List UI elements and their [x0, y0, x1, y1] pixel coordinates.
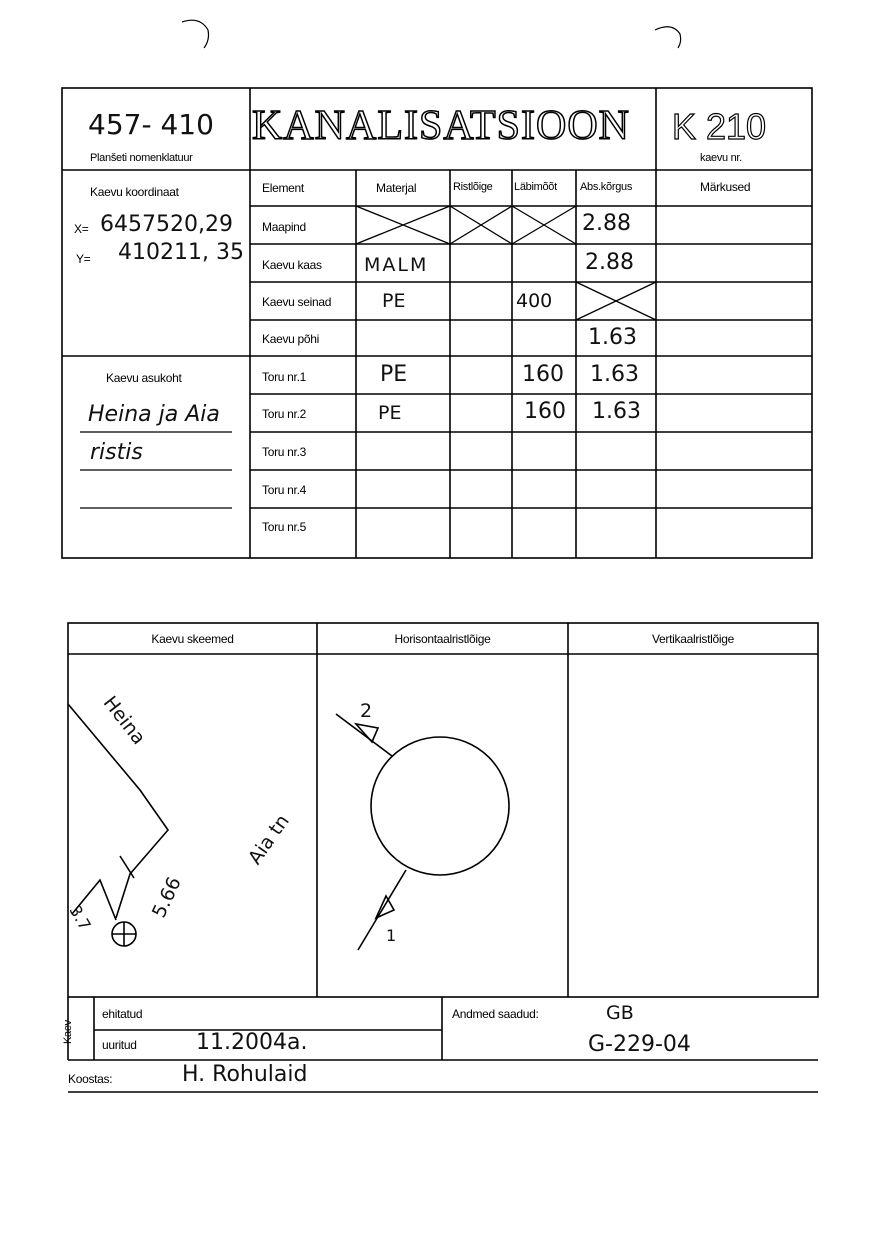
row-label-pipe1: Toru nr.1	[262, 370, 306, 384]
location-line2: ristis	[90, 440, 143, 465]
header-well-schemes: Kaevu skeemed	[151, 632, 234, 646]
lid-elevation: 2.88	[585, 250, 634, 275]
row-label-walls: Kaevu seinad	[262, 295, 332, 309]
pipe2-material: PE	[378, 402, 402, 424]
pipe2-elevation: 1.63	[592, 399, 641, 424]
col-header-diameter: Läbimõõt	[514, 181, 557, 193]
compiled-value: H. Rohulaid	[182, 1062, 308, 1087]
pipe1-elevation: 1.63	[590, 362, 639, 387]
pipe-label-in: 2	[360, 700, 373, 722]
ground-elevation: 2.88	[582, 211, 631, 236]
pipe2-diameter: 160	[524, 399, 566, 424]
dimension-37: 3.7	[65, 902, 95, 934]
walls-material: PE	[382, 290, 406, 312]
walls-diameter: 400	[516, 290, 553, 312]
row-label-lid: Kaevu kaas	[262, 258, 322, 272]
dimension-566: 5.66	[148, 873, 186, 922]
street-label-aia: Aia tn	[244, 810, 294, 869]
built-label: ehitatud	[102, 1007, 143, 1021]
header-horizontal-section: Horisontaalristlõige	[394, 632, 491, 646]
nomenclature-value: 457- 410	[88, 108, 214, 141]
coordinates-label: Kaevu koordinaat	[90, 185, 179, 199]
nomenclature-label: Planšeti nomenklatuur	[90, 152, 193, 164]
surveyed-value: 11.2004a.	[196, 1030, 308, 1055]
footer-side-label: Kaev	[62, 1020, 74, 1044]
row-label-pipe2: Toru nr.2	[262, 407, 306, 421]
header-vertical-section: Vertikaalristlõige	[652, 632, 734, 646]
bottom-elevation: 1.63	[588, 325, 637, 350]
well-number-value: K 210	[672, 106, 767, 147]
well-number-label: kaevu nr.	[700, 152, 742, 164]
col-header-element: Element	[262, 181, 304, 195]
location-label: Kaevu asukoht	[106, 371, 182, 385]
pipe1-material: PE	[380, 362, 408, 387]
pipe-label-out: 1	[386, 926, 397, 945]
row-label-bottom: Kaevu põhi	[262, 332, 320, 346]
col-header-notes: Märkused	[700, 180, 751, 194]
x-coordinate-value: 6457520,29	[100, 212, 233, 237]
lid-material: MALM	[364, 254, 429, 276]
col-header-elevation: Abs.kõrgus	[580, 181, 633, 193]
data-received-label: Andmed saadud:	[452, 1007, 539, 1021]
col-header-section: Ristlõige	[453, 181, 493, 193]
y-coordinate-value: 410211, 35	[118, 240, 244, 265]
pipe1-diameter: 160	[522, 362, 564, 387]
form-title: KANALISATSIOON	[252, 103, 630, 149]
col-header-material: Materjal	[376, 181, 417, 195]
compiled-label: Koostas:	[68, 1072, 113, 1086]
row-label-pipe5: Toru nr.5	[262, 520, 306, 534]
location-line1: Heina ja Aia	[88, 402, 220, 427]
row-label-pipe4: Toru nr.4	[262, 483, 306, 497]
data-received-value2: G-229-04	[588, 1032, 691, 1057]
row-label-ground: Maapind	[262, 220, 306, 234]
data-received-value1: GB	[606, 1002, 634, 1024]
surveyed-label: uuritud	[102, 1038, 137, 1052]
x-prefix: X=	[74, 222, 89, 236]
street-label-heina: Heina	[98, 692, 150, 749]
y-prefix: Y=	[76, 252, 91, 266]
row-label-pipe3: Toru nr.3	[262, 445, 306, 459]
